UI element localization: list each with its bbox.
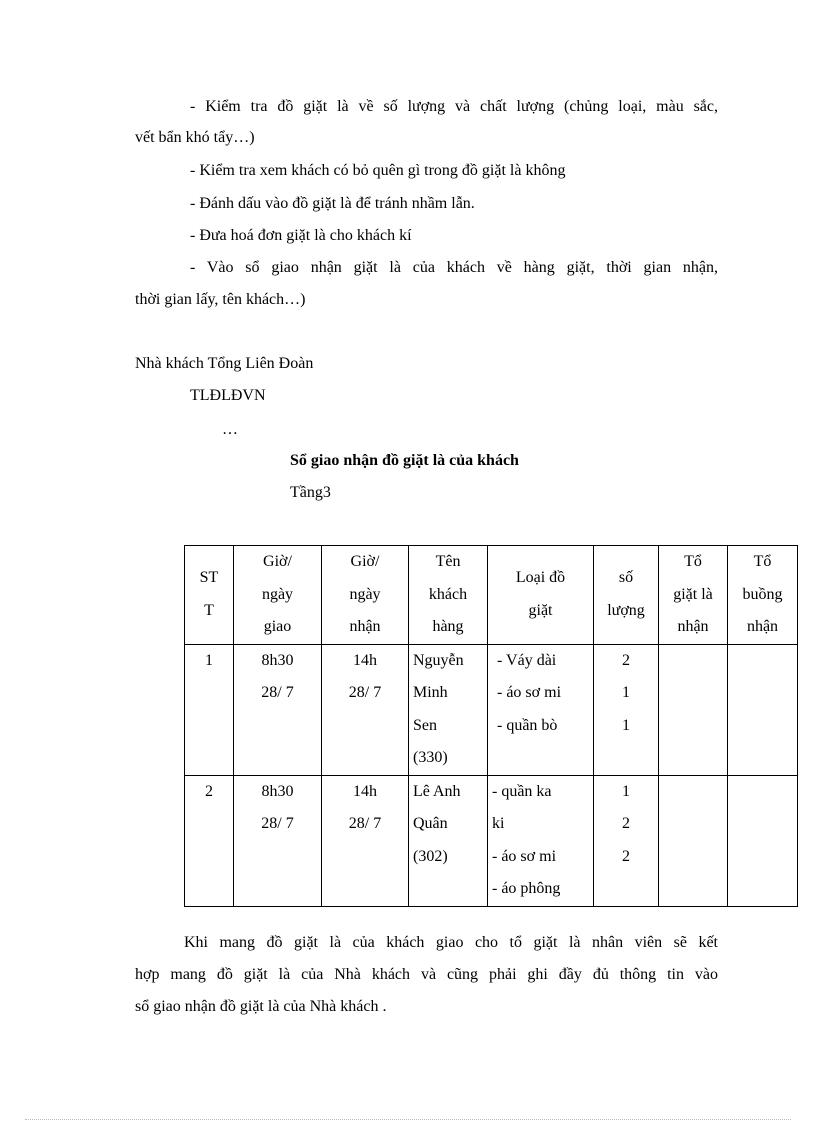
row-housekeeping-team [728, 644, 798, 775]
row-delivery-time: 8h30 28/ 7 [234, 644, 322, 775]
floor-label: Tầng3 [290, 484, 331, 501]
row-housekeeping-team [728, 775, 798, 906]
table-row [185, 644, 798, 775]
row-quantity: 2 1 1 [594, 644, 659, 775]
row-stt: 1 [185, 644, 234, 775]
bullet-4: - Đưa hoá đơn giặt là cho khách kí [190, 227, 412, 244]
row-guest-name: Lê Anh Quân (302) [409, 775, 488, 906]
header-housekeeping-team: Tổ buồng nhận [728, 546, 798, 645]
header-receive-time: Giờ/ ngày nhận [322, 546, 409, 645]
log-title: Sổ giao nhận đồ giặt là của khách [290, 452, 519, 469]
header-item-type: Loại đồ giặt [488, 546, 594, 645]
row-item-type: - Váy dài - áo sơ mi - quần bò [488, 644, 594, 775]
bullet-1-cont: vết bẩn khó tẩy…) [135, 129, 255, 146]
bullet-2: - Kiểm tra xem khách có bỏ quên gì trong đồ giặt là không [190, 162, 566, 179]
bullet-3: - Đánh dấu vào đồ giặt là để tránh nhầm lẫn. [190, 195, 475, 212]
header-stt: ST T [185, 546, 234, 645]
bullet-1: - Kiểm tra đồ giặt là về số lượng và chất lượng (chủng loại, màu sắc, [190, 98, 718, 115]
laundry-log-table [184, 545, 798, 907]
header-laundry-team: Tổ giặt là nhận [659, 546, 728, 645]
row-receive-time: 14h 28/ 7 [322, 775, 409, 906]
closing-line-2: hợp mang đồ giặt là của Nhà khách và cũng phải ghi đầy đủ thông tin vào [135, 966, 718, 983]
table-row [185, 775, 798, 906]
row-quantity: 1 2 2 [594, 775, 659, 906]
org-abbrev: TLĐLĐVN [190, 387, 266, 404]
org-name: Nhà khách Tổng Liên Đoàn [135, 355, 314, 372]
row-stt: 2 [185, 775, 234, 906]
closing-line-1: Khi mang đồ giặt là của khách giao cho tổ giặt là nhân viên sẽ kết [184, 934, 718, 951]
org-ellipsis: … [222, 421, 238, 438]
row-laundry-team [659, 644, 728, 775]
page-bottom-divider [25, 1119, 791, 1120]
row-receive-time: 14h 28/ 7 [322, 644, 409, 775]
bullet-5: - Vào sổ giao nhận giặt là của khách về hàng giặt, thời gian nhận, [190, 259, 718, 276]
header-guest-name: Tên khách hàng [409, 546, 488, 645]
table-header-row [185, 546, 798, 645]
row-item-type: - quần ka ki - áo sơ mi - áo phông [488, 775, 594, 906]
row-guest-name: Nguyễn Minh Sen (330) [409, 644, 488, 775]
header-quantity: số lượng [594, 546, 659, 645]
closing-line-3: sổ giao nhận đồ giặt là của Nhà khách . [135, 998, 387, 1015]
row-delivery-time: 8h30 28/ 7 [234, 775, 322, 906]
row-laundry-team [659, 775, 728, 906]
header-delivery-time: Giờ/ ngày giao [234, 546, 322, 645]
bullet-5-cont: thời gian lấy, tên khách…) [135, 291, 306, 308]
